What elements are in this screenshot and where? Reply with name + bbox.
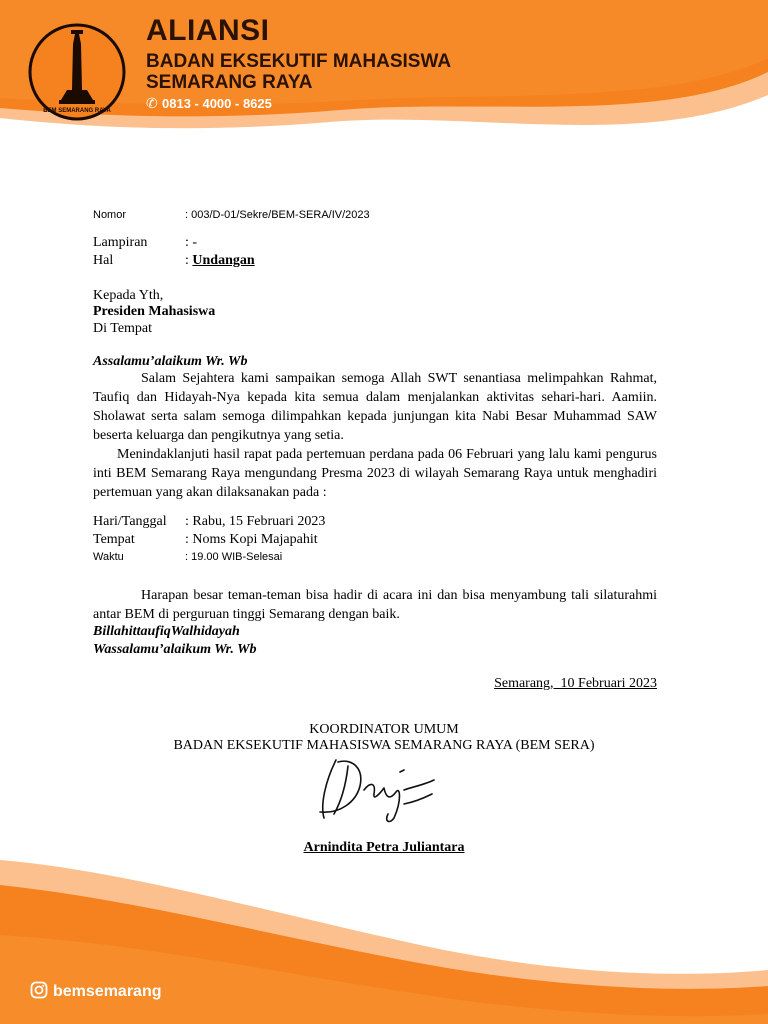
paragraph-3: Harapan besar teman-teman bisa hadir di acara ini dan bisa menyambung tali silaturahmi antar BEM di perguruan tinggi Semarang dengan baik. [93, 588, 657, 622]
recipient-line3: Di Tempat [93, 321, 153, 336]
hari-row [93, 514, 325, 530]
hari-label: Hari/Tanggal [93, 514, 167, 529]
org-name-line2: SEMARANG RAYA [146, 72, 313, 93]
tempat-row [93, 532, 318, 548]
lampiran-label: Lampiran [93, 235, 148, 250]
hal-label: Hal [93, 253, 114, 268]
phone-icon: ✆ [146, 95, 158, 111]
hal-separator: : [185, 253, 193, 268]
paragraph-2: Menindaklanjuti hasil rapat pada pertemuan perdana pada 06 Februari yang lalu kami pengurus inti BEM Semarang Raya mengundang Presma 2023 di wilayah Semarang Raya untuk menghadiri pertemuan yang akan dilaksanakan pada : [93, 447, 657, 500]
sign-title-1: KOORDINATOR UMUM [309, 722, 459, 737]
recipient-line2: Presiden Mahasiswa [93, 304, 216, 319]
hal-row [93, 253, 255, 269]
phone-number-text: 0813 - 4000 - 8625 [162, 96, 272, 111]
instagram-handle: bemsemarang [53, 983, 162, 1000]
waktu-row [93, 551, 282, 563]
recipient-line1: Kepada Yth, [93, 288, 164, 303]
nomor-label: Nomor [93, 209, 127, 221]
bem-logo-icon [27, 22, 127, 122]
waktu-value: : 19.00 WIB-Selesai [185, 551, 283, 563]
nomor-value: : 003/D-01/Sekre/BEM-SERA/IV/2023 [185, 209, 370, 221]
lampiran-value: : - [185, 235, 198, 250]
handwritten-signature [300, 752, 450, 827]
phone-number [146, 95, 272, 112]
place-date: Semarang, 10 Februari 2023 [494, 676, 657, 691]
footer-instagram [30, 981, 162, 1001]
closing-1: BillahittaufiqWalhidayah [93, 624, 240, 639]
tempat-value: : Noms Kopi Majapahit [185, 532, 318, 547]
lampiran-row [93, 235, 197, 251]
org-name: ALIANSI [146, 14, 270, 47]
closing-2: Wassalamu’alaikum Wr. Wb [93, 642, 257, 657]
waktu-label: Waktu [93, 551, 124, 563]
tempat-label: Tempat [93, 532, 135, 547]
hal-value: Undangan [192, 253, 255, 268]
signer-name: Arnindita Petra Juliantara [303, 840, 465, 855]
org-name-line1: BADAN EKSEKUTIF MAHASISWA [146, 51, 452, 72]
nomor-row [93, 209, 370, 221]
instagram-icon [30, 981, 48, 999]
sign-title-2: BADAN EKSEKUTIF MAHASISWA SEMARANG RAYA (BEM SERA) [173, 738, 595, 753]
greeting: Assalamu’alaikum Wr. Wb [93, 354, 248, 369]
paragraph-1: Salam Sejahtera kami sampaikan semoga Allah SWT senantiasa melimpahkan Rahmat, Taufiq dan Hidayah-Nya kepada kita semua dalam menjalankan aktivitas sehari-hari. Aamiin. Sholawat serta salam semoga dilimpahkan kepada junjungan kita Nabi Besar Muhammad SAW beserta keluarga dan pengikutnya yang setia. [93, 371, 657, 443]
logo-text: BEM SEMARANG RAYA [43, 108, 111, 114]
hari-value: : Rabu, 15 Februari 2023 [185, 514, 326, 529]
